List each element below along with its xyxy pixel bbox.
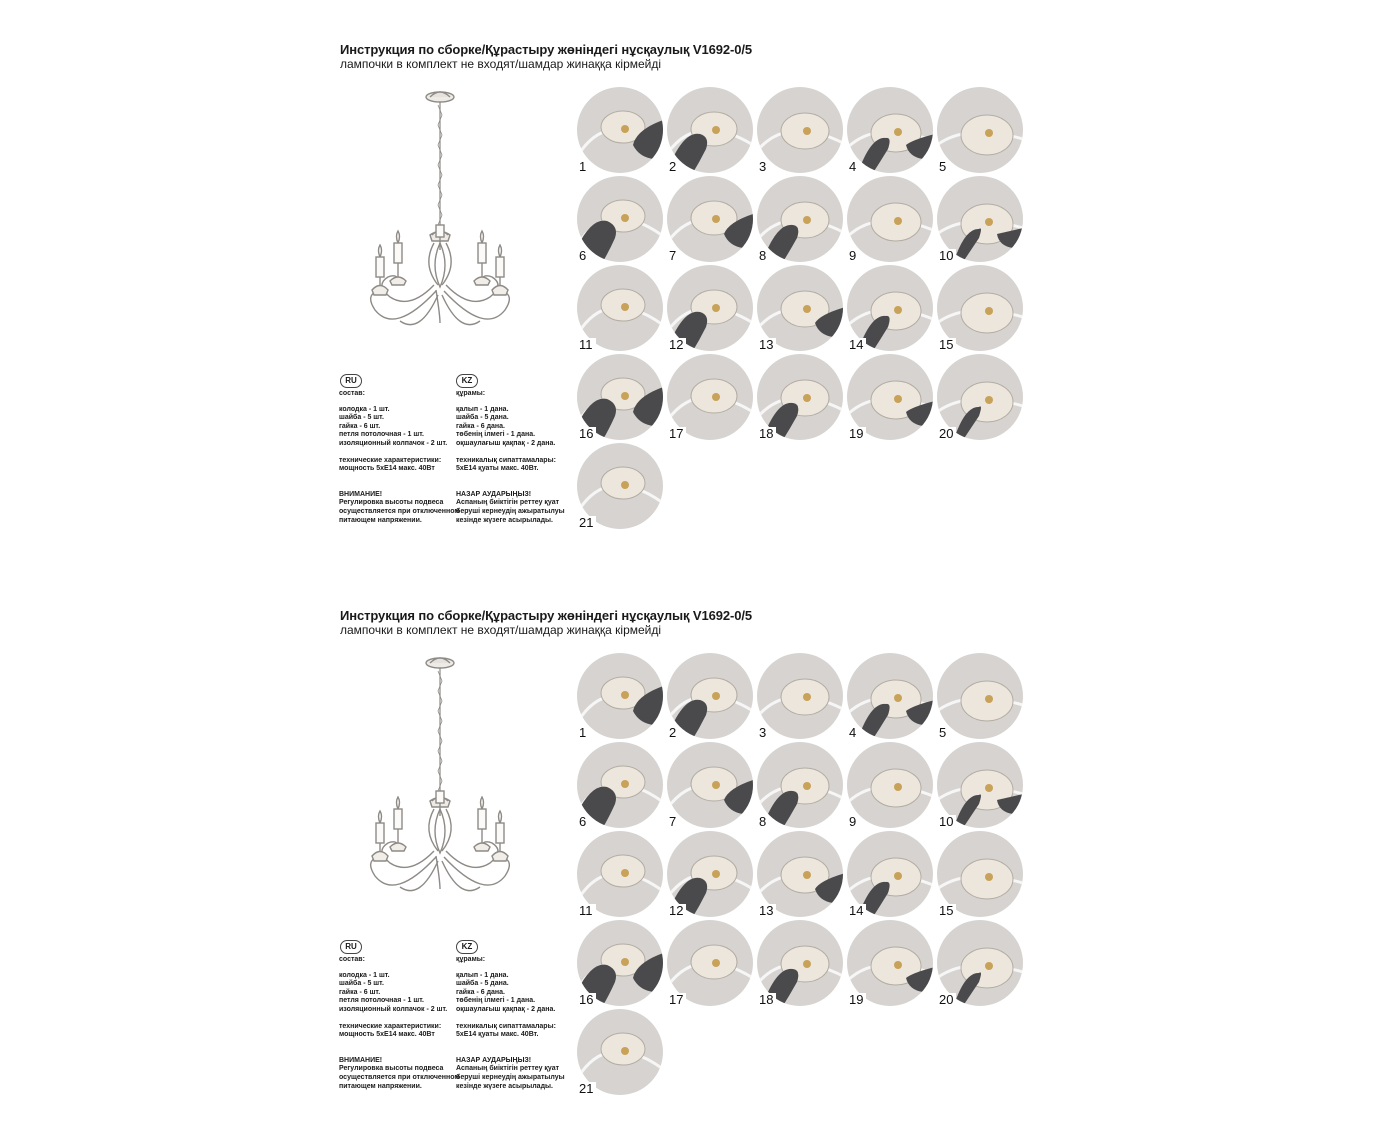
step-number: 4 xyxy=(849,726,859,739)
assembly-step xyxy=(847,354,935,442)
assembly-step xyxy=(577,443,665,531)
step-number: 15 xyxy=(939,904,956,917)
assembly-step xyxy=(757,354,845,442)
ru-item: петля потолочная - 1 шт. xyxy=(339,997,424,1005)
step-photo xyxy=(757,87,843,173)
ru-warning-heading: ВНИМАНИЕ! xyxy=(339,1056,383,1064)
step-number: 21 xyxy=(579,1082,596,1095)
assembly-step xyxy=(757,920,845,1008)
assembly-step xyxy=(577,87,665,175)
assembly-step xyxy=(577,176,665,264)
step-photo xyxy=(667,176,753,262)
assembly-step xyxy=(937,831,1025,919)
ru-column xyxy=(339,390,461,525)
chandelier-illustration xyxy=(350,85,530,355)
step-number: 6 xyxy=(579,815,589,828)
step-number: 8 xyxy=(759,815,769,828)
ru-heading: состав: xyxy=(339,956,365,963)
ru-tech-value: мощность 5хЕ14 макс. 40Вт xyxy=(339,465,435,473)
assembly-step xyxy=(937,920,1025,1008)
step-number: 6 xyxy=(579,249,589,262)
step-number: 5 xyxy=(939,726,949,739)
step-photo xyxy=(847,176,933,262)
step-photo xyxy=(937,653,1023,739)
kz-item: шайба - 5 дана. xyxy=(456,414,509,422)
ru-heading: состав: xyxy=(339,390,365,397)
step-number: 19 xyxy=(849,993,866,1006)
kz-item: гайка - 6 дана. xyxy=(456,988,505,996)
step-number: 14 xyxy=(849,904,866,917)
kz-tech-heading: техникалық сипаттамалары: xyxy=(456,1022,556,1030)
kz-item: оқшаулағыш қақпақ - 2 дана. xyxy=(456,1005,556,1013)
assembly-step xyxy=(937,265,1025,353)
assembly-step xyxy=(847,265,935,353)
step-number: 9 xyxy=(849,815,859,828)
step-photo xyxy=(937,87,1023,173)
ru-item: изоляционный колпачок - 2 шт. xyxy=(339,1005,448,1013)
step-number: 19 xyxy=(849,427,866,440)
ru-tech-heading: технические характеристики: xyxy=(339,1022,442,1030)
step-number: 4 xyxy=(849,160,859,173)
step-number: 17 xyxy=(669,993,686,1006)
ru-tech-value: мощность 5хЕ14 макс. 40Вт xyxy=(339,1031,435,1039)
assembly-step xyxy=(937,354,1025,442)
step-number: 17 xyxy=(669,427,686,440)
step-photo xyxy=(847,653,933,739)
assembly-step xyxy=(667,742,755,830)
assembly-step xyxy=(757,176,845,264)
kz-warning-line: кезінде жүзеге асырылады. xyxy=(456,1082,553,1090)
step-number: 12 xyxy=(669,904,686,917)
assembly-step xyxy=(667,831,755,919)
assembly-step xyxy=(667,920,755,1008)
language-badge-ru: RU xyxy=(340,940,362,954)
assembly-step xyxy=(847,831,935,919)
assembly-step xyxy=(667,87,755,175)
ru-warning-line: питающем напряжении. xyxy=(339,1082,422,1090)
assembly-step xyxy=(937,742,1025,830)
step-number: 18 xyxy=(759,993,776,1006)
ru-item: изоляционный колпачок - 2 шт. xyxy=(339,439,448,447)
step-photo xyxy=(847,87,933,173)
ru-item: колодка - 1 шт. xyxy=(339,971,390,979)
kz-heading: құрамы: xyxy=(456,956,486,963)
step-photo xyxy=(757,653,843,739)
assembly-step xyxy=(757,831,845,919)
step-number: 20 xyxy=(939,427,956,440)
sheet-subtitle: лампочки в комплект не входят/шамдар жинаққа кірмейді xyxy=(340,623,662,637)
assembly-step xyxy=(937,87,1025,175)
step-number: 3 xyxy=(759,160,769,173)
chandelier-illustration xyxy=(350,651,530,921)
ru-item: петля потолочная - 1 шт. xyxy=(339,431,424,439)
ru-warning-line: питающем напряжении. xyxy=(339,516,422,524)
kz-item: төбенің ілмегі - 1 дана. xyxy=(456,997,536,1005)
step-number: 7 xyxy=(669,815,679,828)
step-number: 10 xyxy=(939,815,956,828)
assembly-step xyxy=(577,354,665,442)
step-number: 3 xyxy=(759,726,769,739)
kz-heading: құрамы: xyxy=(456,390,486,397)
instruction-sheet xyxy=(0,566,1384,1132)
assembly-step xyxy=(577,653,665,741)
sheet-title: Инструкция по сборке/Құрастыру жөніндегі нұсқаулық V1692-0/5 xyxy=(340,608,753,623)
step-photo xyxy=(847,742,933,828)
assembly-step xyxy=(757,87,845,175)
step-photo xyxy=(667,653,753,739)
assembly-step xyxy=(577,1009,665,1097)
step-number: 20 xyxy=(939,993,956,1006)
ru-item: гайка - 6 шт. xyxy=(339,422,381,430)
assembly-step xyxy=(847,176,935,264)
step-number: 13 xyxy=(759,904,776,917)
step-number: 13 xyxy=(759,338,776,351)
sheet-subtitle: лампочки в комплект не входят/шамдар жинаққа кірмейді xyxy=(340,57,662,71)
kz-tech-heading: техникалық сипаттамалары: xyxy=(456,456,556,464)
language-badge-kz: KZ xyxy=(456,940,478,954)
step-photo xyxy=(577,176,663,262)
step-number: 7 xyxy=(669,249,679,262)
assembly-step xyxy=(757,653,845,741)
kz-item: гайка - 6 дана. xyxy=(456,422,505,430)
step-number: 16 xyxy=(579,993,596,1006)
assembly-step xyxy=(847,742,935,830)
assembly-step xyxy=(937,653,1025,741)
ru-item: шайба - 5 шт. xyxy=(339,414,384,422)
kz-item: төбенің ілмегі - 1 дана. xyxy=(456,431,536,439)
ru-warning-heading: ВНИМАНИЕ! xyxy=(339,490,383,498)
kz-warning-line: беруші кернеудің ажыратылуы xyxy=(456,507,565,515)
assembly-step xyxy=(577,831,665,919)
ru-warning-line: Регулировка высоты подвеса xyxy=(339,499,444,507)
assembly-step xyxy=(577,920,665,1008)
kz-warning-line: кезінде жүзеге асырылады. xyxy=(456,516,553,524)
step-number: 1 xyxy=(579,160,589,173)
kz-tech-value: 5хЕ14 қуаты макс. 40Вт. xyxy=(456,1031,539,1039)
sheet-title: Инструкция по сборке/Құрастыру жөніндегі нұсқаулық V1692-0/5 xyxy=(340,42,753,57)
step-number: 16 xyxy=(579,427,596,440)
kz-item: қалып - 1 дана. xyxy=(456,971,509,979)
ru-warning-line: осуществляется при отключенном xyxy=(339,1073,460,1081)
step-number: 21 xyxy=(579,516,596,529)
kz-item: қалып - 1 дана. xyxy=(456,405,509,413)
kz-tech-value: 5хЕ14 қуаты макс. 40Вт. xyxy=(456,465,539,473)
step-number: 1 xyxy=(579,726,589,739)
step-number: 11 xyxy=(579,338,596,351)
kz-warning-heading: НАЗАР АУДАРЫҢЫЗ! xyxy=(456,1056,532,1064)
assembly-step xyxy=(667,176,755,264)
step-photo xyxy=(667,742,753,828)
assembly-step xyxy=(667,354,755,442)
kz-item: шайба - 5 дана. xyxy=(456,980,509,988)
assembly-step xyxy=(667,653,755,741)
assembly-step xyxy=(757,742,845,830)
assembly-steps-grid xyxy=(577,87,1037,547)
assembly-step xyxy=(847,87,935,175)
assembly-step xyxy=(757,265,845,353)
assembly-step xyxy=(847,653,935,741)
assembly-step xyxy=(577,742,665,830)
step-number: 11 xyxy=(579,904,596,917)
step-number: 8 xyxy=(759,249,769,262)
ru-warning-line: Регулировка высоты подвеса xyxy=(339,1065,444,1073)
ru-item: шайба - 5 шт. xyxy=(339,980,384,988)
kz-warning-line: Аспаның биіктігін реттеу қуат xyxy=(456,499,560,507)
step-photo xyxy=(667,87,753,173)
assembly-step xyxy=(847,920,935,1008)
ru-item: колодка - 1 шт. xyxy=(339,405,390,413)
kz-warning-line: Аспаның биіктігін реттеу қуат xyxy=(456,1065,560,1073)
kz-warning-heading: НАЗАР АУДАРЫҢЫЗ! xyxy=(456,490,532,498)
assembly-step xyxy=(937,176,1025,264)
step-photo xyxy=(577,87,663,173)
step-number: 2 xyxy=(669,726,679,739)
language-badge-kz: KZ xyxy=(456,374,478,388)
assembly-step xyxy=(577,265,665,353)
kz-warning-line: беруші кернеудің ажыратылуы xyxy=(456,1073,565,1081)
language-badge-ru: RU xyxy=(340,374,362,388)
kz-column xyxy=(456,956,578,1091)
step-number: 18 xyxy=(759,427,776,440)
assembly-steps-grid xyxy=(577,653,1037,1113)
step-number: 14 xyxy=(849,338,866,351)
step-number: 9 xyxy=(849,249,859,262)
ru-column xyxy=(339,956,461,1091)
assembly-step xyxy=(667,265,755,353)
step-number: 12 xyxy=(669,338,686,351)
step-number: 15 xyxy=(939,338,956,351)
kz-item: оқшаулағыш қақпақ - 2 дана. xyxy=(456,439,556,447)
ru-item: гайка - 6 шт. xyxy=(339,988,381,996)
step-photo xyxy=(577,653,663,739)
ru-tech-heading: технические характеристики: xyxy=(339,456,442,464)
step-photo xyxy=(757,176,843,262)
step-photo xyxy=(577,742,663,828)
ru-warning-line: осуществляется при отключенном xyxy=(339,507,460,515)
step-photo xyxy=(757,742,843,828)
step-number: 5 xyxy=(939,160,949,173)
step-number: 10 xyxy=(939,249,956,262)
step-number: 2 xyxy=(669,160,679,173)
kz-column xyxy=(456,390,578,525)
